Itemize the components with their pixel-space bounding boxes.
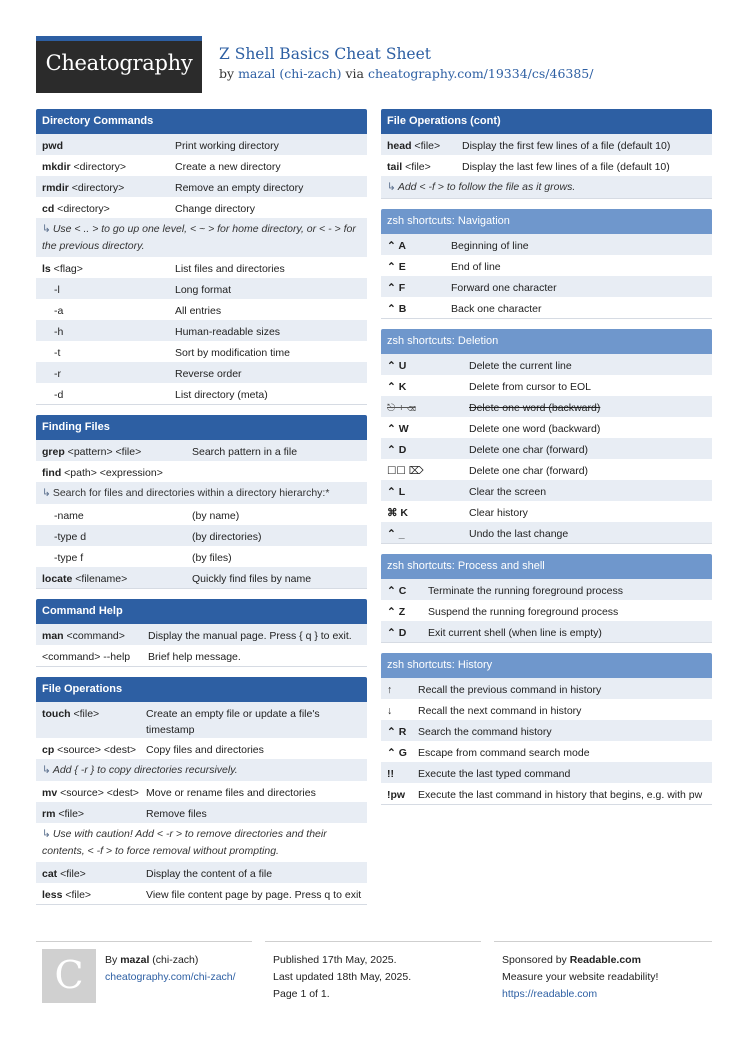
- section-note: [36, 482, 367, 504]
- shortcut-description: Delete the current line: [469, 360, 572, 372]
- section-title: zsh shortcuts: Navigation: [381, 209, 712, 234]
- table-row: [381, 600, 712, 621]
- shortcut-description: Delete one word (backward): [469, 402, 601, 414]
- command-name: find: [42, 467, 62, 479]
- command-description: Long format: [175, 284, 232, 296]
- command-arg: <command> --help: [42, 651, 131, 663]
- table-row: [36, 278, 367, 299]
- command-description: Sort by modification time: [175, 347, 290, 359]
- shortcut-description: Forward one character: [451, 282, 557, 294]
- table-row: [36, 802, 367, 823]
- table-row: [381, 501, 712, 522]
- note-text: Add { -r } to copy directories recursively.: [52, 764, 238, 776]
- command-arg: <filename>: [72, 573, 128, 585]
- table-row: [381, 375, 712, 396]
- table-row: [381, 297, 712, 318]
- table-row: [381, 699, 712, 720]
- shortcut-description: Recall the previous command in history: [418, 684, 602, 696]
- shortcut-description: Delete one char (forward): [469, 444, 589, 456]
- command-flag: -h: [54, 326, 64, 338]
- command-arg: <file>: [55, 808, 85, 820]
- shortcut-key: ⌃ W: [387, 423, 409, 435]
- table-row: [381, 678, 712, 699]
- shortcut-description: Clear the screen: [469, 486, 547, 498]
- command-description: Change directory: [175, 203, 255, 215]
- shortcut-description: Delete one char (forward): [469, 465, 589, 477]
- table-row: [36, 645, 367, 666]
- sheet-url-link[interactable]: cheatography.com/19334/cs/46385/: [367, 66, 594, 81]
- table-row: [36, 862, 367, 883]
- command-arg: <directory>: [70, 161, 127, 173]
- command-description: Move or rename files and directories: [146, 787, 316, 799]
- avatar[interactable]: [42, 949, 96, 1003]
- table-row: [36, 546, 367, 567]
- footer-by: By: [105, 954, 118, 966]
- footer-page: Page 1 of 1.: [273, 988, 330, 1000]
- command-name: less: [42, 889, 63, 901]
- table-row: [381, 255, 712, 276]
- shortcut-key: !!: [387, 768, 394, 780]
- byline-via: via: [345, 66, 364, 81]
- command-arg: <flag>: [50, 263, 83, 275]
- right-column: [381, 109, 712, 815]
- shortcut-key: ⌃ E: [387, 261, 406, 273]
- logo-text: Cheatography: [45, 51, 193, 75]
- command-description: Reverse order: [175, 368, 242, 380]
- section-finding-files: [36, 415, 367, 589]
- command-name: locate: [42, 573, 73, 585]
- table-row: [36, 781, 367, 802]
- shortcut-key: ↑: [387, 684, 393, 696]
- command-name: rmdir: [42, 182, 69, 194]
- command-arg: <file>: [62, 889, 92, 901]
- table-row: [36, 197, 367, 218]
- shortcut-description: Escape from command search mode: [418, 747, 590, 759]
- section-file-operations-cont: [381, 109, 712, 199]
- command-arg: <file>: [411, 140, 441, 152]
- table-row: [381, 579, 712, 600]
- shortcut-key: ↓: [387, 705, 393, 717]
- table-row: [36, 440, 367, 461]
- note-arrow-icon: ↳: [42, 223, 51, 235]
- logo-stripe: [36, 36, 202, 41]
- shortcut-key: ⌘ K: [387, 507, 408, 519]
- byline: [219, 66, 593, 81]
- section-command-help: [36, 599, 367, 667]
- footer-author-name[interactable]: mazal: [120, 954, 150, 966]
- command-arg: <directory>: [54, 203, 110, 215]
- command-description: Remove files: [146, 808, 207, 820]
- section-title: Directory Commands: [36, 109, 367, 134]
- table-row: [36, 461, 367, 482]
- section-title: zsh shortcuts: History: [381, 653, 712, 678]
- section-process-shortcuts: [381, 554, 712, 643]
- command-arg: <source> <dest>: [54, 744, 136, 756]
- command-name: mv: [42, 787, 58, 799]
- shortcut-description: Execute the last command in history that begins, e.g. with pw: [418, 789, 703, 801]
- table-row: [36, 525, 367, 546]
- command-description: Create an empty file or update a file's timestamp: [146, 708, 320, 736]
- command-description: Create a new directory: [175, 161, 281, 173]
- table-row: [381, 459, 712, 480]
- note-arrow-icon: ↳: [387, 181, 396, 193]
- command-arg: <file>: [70, 708, 100, 720]
- table-row: [381, 480, 712, 501]
- command-description: (by directories): [192, 531, 262, 543]
- shortcut-key: ⌃ B: [387, 303, 407, 315]
- command-flag: -type d: [54, 531, 87, 543]
- table-row: [36, 567, 367, 588]
- section-directory-commands: [36, 109, 367, 405]
- footer-sponsor-link[interactable]: https://readable.com: [502, 988, 598, 1000]
- shortcut-key: ⌃ D: [387, 444, 407, 456]
- note-arrow-icon: ↳: [42, 487, 51, 499]
- command-name: pwd: [42, 140, 63, 152]
- table-row: [36, 299, 367, 320]
- command-name: grep: [42, 446, 65, 458]
- command-description: Print working directory: [175, 140, 279, 152]
- section-history-shortcuts: [381, 653, 712, 805]
- shortcut-description: Terminate the running foreground process: [428, 585, 623, 597]
- command-arg: <pattern> <file>: [64, 446, 142, 458]
- command-name: head: [387, 140, 412, 152]
- note-arrow-icon: ↳: [42, 764, 51, 776]
- footer-author-handle: (chi-zach): [149, 954, 199, 966]
- shortcut-description: Delete from cursor to EOL: [469, 381, 591, 393]
- command-description: Search pattern in a file: [192, 446, 298, 458]
- table-row: [381, 276, 712, 297]
- table-row: [36, 383, 367, 404]
- command-description: Human-readable sizes: [175, 326, 281, 338]
- section-title: Finding Files: [36, 415, 367, 440]
- command-description: Remove an empty directory: [175, 182, 304, 194]
- section-title: zsh shortcuts: Deletion: [381, 329, 712, 354]
- footer-sponsor-name[interactable]: Readable.com: [569, 954, 641, 966]
- command-description: Display the content of a file: [146, 868, 273, 880]
- shortcut-description: Beginning of line: [451, 240, 529, 252]
- command-description: List files and directories: [175, 263, 285, 275]
- note-text: Use with caution! Add < -r > to remove directories and their contents, < -f > to force removal without prompting.: [42, 828, 327, 857]
- section-title: zsh shortcuts: Process and shell: [381, 554, 712, 579]
- shortcut-key: ⌃ R: [387, 726, 407, 738]
- command-arg: <source> <dest>: [57, 787, 139, 799]
- shortcut-description: Back one character: [451, 303, 542, 315]
- shortcut-key: !pw: [387, 789, 406, 801]
- shortcut-key: ⌃ L: [387, 486, 406, 498]
- command-flag: -a: [54, 305, 64, 317]
- shortcut-key: ⌃ U: [387, 360, 407, 372]
- section-deletion-shortcuts: [381, 329, 712, 544]
- shortcut-key: ⌃ G: [387, 747, 407, 759]
- section-note: [381, 176, 712, 198]
- table-row: [381, 354, 712, 375]
- footer-divider: [36, 941, 252, 942]
- command-arg: <directory>: [68, 182, 125, 194]
- shortcut-key: ⌃ Z: [387, 606, 406, 618]
- command-arg: <path> <expression>: [61, 467, 163, 479]
- footer-sponsor-tagline: Measure your website readability!: [502, 971, 659, 983]
- table-row: [36, 134, 367, 155]
- note-arrow-icon: ↳: [42, 828, 51, 840]
- shortcut-key: ⌃ A: [387, 240, 406, 252]
- section-title: File Operations (cont): [381, 109, 712, 134]
- shortcut-description: Search the command history: [418, 726, 552, 738]
- command-name: cat: [42, 868, 58, 880]
- footer-sponsored-by: Sponsored by: [502, 954, 570, 966]
- table-row: [381, 621, 712, 642]
- table-row: [381, 438, 712, 459]
- table-row: [381, 155, 712, 176]
- footer-published: Published 17th May, 2025.: [273, 954, 397, 966]
- shortcut-key: ⎋ + ⌫: [387, 402, 416, 414]
- command-name: cd: [42, 203, 55, 215]
- section-note: [36, 218, 367, 257]
- shortcut-description: Clear history: [469, 507, 528, 519]
- command-description: Display the manual page. Press { q } to exit.: [148, 630, 352, 642]
- table-row: [36, 504, 367, 525]
- table-row: [36, 883, 367, 904]
- shortcut-key: ⌃ D: [387, 627, 407, 639]
- table-row: [381, 783, 712, 804]
- command-description: View file content page by page. Press q to exit: [146, 889, 362, 901]
- note-text: Add < -f > to follow the file as it grows.: [397, 181, 576, 193]
- shortcut-key: ⌃ _: [387, 528, 405, 540]
- command-flag: -d: [54, 389, 64, 401]
- table-row: [36, 362, 367, 383]
- command-description: Display the first few lines of a file (default 10): [462, 140, 671, 152]
- command-description: List directory (meta): [175, 389, 268, 401]
- table-row: [381, 234, 712, 255]
- table-row: [381, 522, 712, 543]
- shortcut-description: Execute the last typed command: [418, 768, 571, 780]
- command-description: All entries: [175, 305, 222, 317]
- command-description: Brief help message.: [148, 651, 241, 663]
- note-text: Search for files and directories within a directory hierarchy:*: [52, 487, 330, 499]
- table-row: [381, 741, 712, 762]
- table-row: [381, 720, 712, 741]
- command-name: man: [42, 630, 64, 642]
- footer-divider: [265, 941, 481, 942]
- table-row: [36, 341, 367, 362]
- command-flag: -r: [54, 368, 61, 380]
- byline-by: by: [219, 66, 235, 81]
- table-row: [36, 738, 367, 759]
- command-arg: <command>: [63, 630, 125, 642]
- command-description: Display the last few lines of a file (default 10): [462, 161, 670, 173]
- left-column: [36, 109, 367, 915]
- table-row: [381, 134, 712, 155]
- command-name: mkdir: [42, 161, 71, 173]
- shortcut-description: Recall the next command in history: [418, 705, 582, 717]
- section-navigation-shortcuts: [381, 209, 712, 319]
- command-flag: -type f: [54, 552, 84, 564]
- table-row: [36, 155, 367, 176]
- command-arg: <file>: [57, 868, 86, 880]
- shortcut-description: Suspend the running foreground process: [428, 606, 619, 618]
- section-title: Command Help: [36, 599, 367, 624]
- footer-updated: Last updated 18th May, 2025.: [273, 971, 412, 983]
- author-link[interactable]: mazal (chi-zach): [238, 66, 342, 81]
- command-description: Copy files and directories: [146, 744, 264, 756]
- avatar-letter: C: [54, 953, 84, 997]
- command-name: cp: [42, 744, 55, 756]
- footer-divider: [494, 941, 712, 942]
- command-description: (by name): [192, 510, 240, 522]
- table-row: [381, 396, 712, 417]
- section-note: [36, 759, 367, 781]
- table-row: [36, 257, 367, 278]
- footer-author-link[interactable]: cheatography.com/chi-zach/: [105, 971, 236, 983]
- shortcut-key: ⌃ F: [387, 282, 406, 294]
- section-note: [36, 823, 367, 862]
- shortcut-description: End of line: [451, 261, 501, 273]
- command-name: ls: [42, 263, 51, 275]
- section-title: File Operations: [36, 677, 367, 702]
- table-row: [36, 702, 367, 738]
- note-text: Use < .. > to go up one level, < ~ > for home directory, or < - > for the previous directory.: [42, 223, 356, 252]
- table-row: [36, 320, 367, 341]
- shortcut-key: ⌃ K: [387, 381, 407, 393]
- table-row: [36, 176, 367, 197]
- table-row: [381, 762, 712, 783]
- command-flag: -t: [54, 347, 61, 359]
- shortcut-key: ⌃ C: [387, 585, 407, 597]
- cheatography-logo[interactable]: [36, 36, 202, 93]
- command-description: (by files): [192, 552, 232, 564]
- shortcut-key: ☐☐ ⌦: [387, 465, 424, 477]
- footer-author: [105, 952, 236, 986]
- command-name: rm: [42, 808, 56, 820]
- command-flag: -l: [54, 284, 60, 296]
- command-name: touch: [42, 708, 71, 720]
- table-row: [381, 417, 712, 438]
- shortcut-description: Delete one word (backward): [469, 423, 601, 435]
- footer-sponsor: [502, 952, 658, 1003]
- shortcut-description: Exit current shell (when line is empty): [428, 627, 602, 639]
- page-title: Z Shell Basics Cheat Sheet: [219, 45, 432, 63]
- command-description: Quickly find files by name: [192, 573, 312, 585]
- command-name: tail: [387, 161, 403, 173]
- table-row: [36, 624, 367, 645]
- section-file-operations: [36, 677, 367, 905]
- shortcut-description: Undo the last change: [469, 528, 569, 540]
- command-flag: -name: [54, 510, 84, 522]
- command-arg: <file>: [402, 161, 431, 173]
- footer-dates: [273, 952, 411, 1003]
